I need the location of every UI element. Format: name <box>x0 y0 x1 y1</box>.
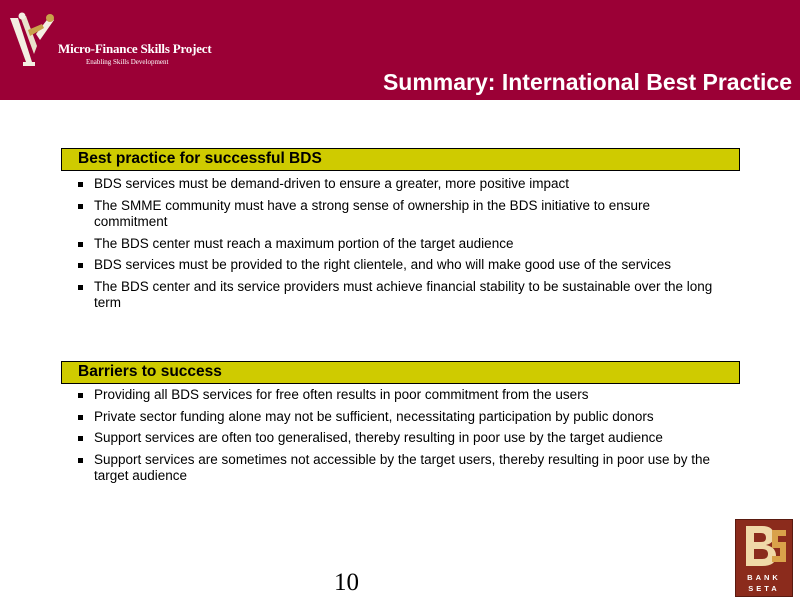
section-heading-text: Barriers to success <box>78 363 222 380</box>
barriers-list <box>77 387 717 490</box>
list-item: BDS services must be provided to the right clientele, and who will make good use of the services <box>77 257 717 274</box>
bankseta-word-seta: SETA <box>748 584 780 593</box>
bankseta-word-bank: BANK <box>747 573 781 582</box>
list-item: Providing all BDS services for free often results in poor commitment from the users <box>77 387 717 404</box>
section-heading-best-practice <box>61 148 740 171</box>
section-heading-text: Best practice for successful BDS <box>78 150 322 167</box>
list-item: Support services are often too generalised, thereby resulting in poor use by the target audience <box>77 430 717 447</box>
list-item: Private sector funding alone may not be sufficient, necessitating participation by public donors <box>77 409 717 426</box>
page-number: 10 <box>334 569 359 596</box>
list-item: BDS services must be demand-driven to ensure a greater, more positive impact <box>77 176 717 193</box>
section-heading-barriers <box>61 361 740 384</box>
slide-title: Summary: International Best Practice <box>382 69 792 95</box>
bankseta-logo <box>735 519 793 597</box>
list-item: Support services are sometimes not accessible by the target users, thereby resulting in poor use by the target audience <box>77 452 717 485</box>
org-name: Micro-Finance Skills Project <box>58 41 212 56</box>
slide-header <box>0 0 800 100</box>
list-item: The BDS center and its service providers must achieve financial stability to be sustainable over the long term <box>77 279 717 312</box>
list-item: The SMME community must have a strong sense of ownership in the BDS initiative to ensure commitment <box>77 198 717 231</box>
micro-finance-logo-icon <box>6 10 58 76</box>
best-practice-list <box>77 176 717 317</box>
list-item: The BDS center must reach a maximum portion of the target audience <box>77 236 717 253</box>
org-tagline: Enabling Skills Development <box>86 58 169 66</box>
bankseta-emblem-icon <box>736 520 792 572</box>
